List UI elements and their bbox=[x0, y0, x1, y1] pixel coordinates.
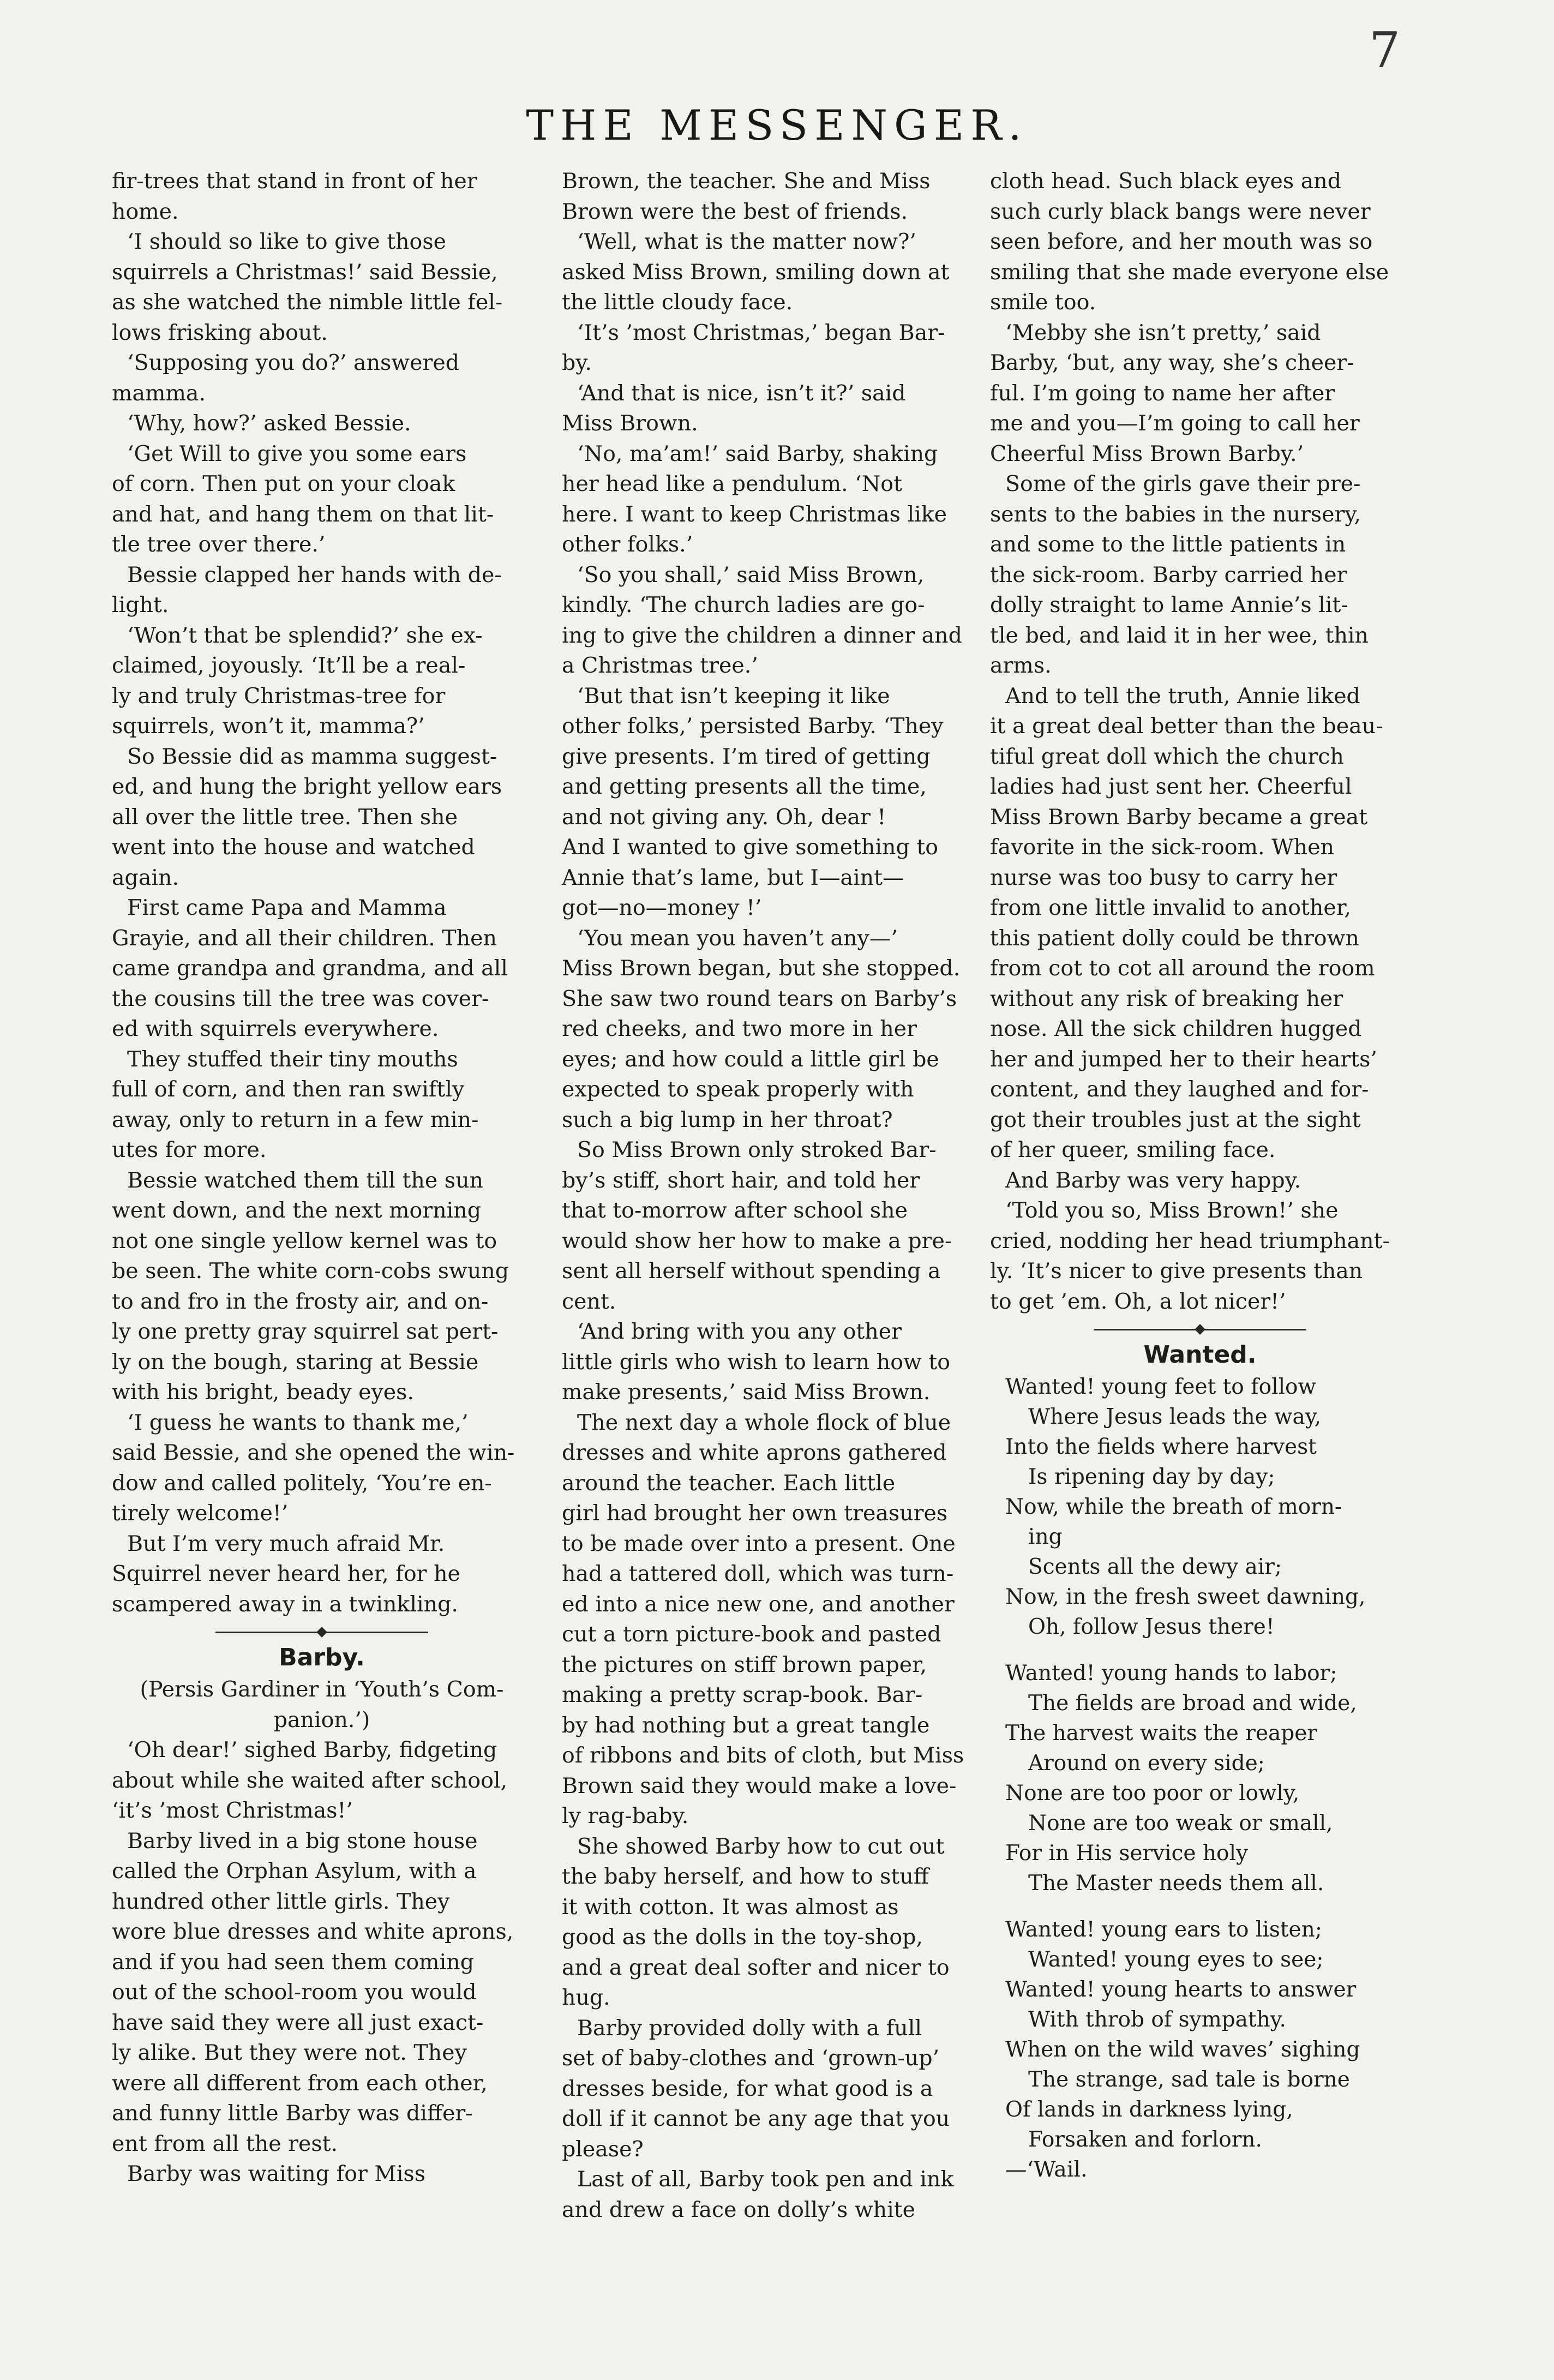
text-line: her and jumped her to their hearts’ bbox=[990, 1046, 1377, 1072]
text-line: Squirrel never heard her, for he bbox=[112, 1561, 460, 1586]
text-line: girl had brought her own treasures bbox=[562, 1501, 948, 1526]
text-line: Wanted! young hands to labor; bbox=[1005, 1661, 1337, 1686]
text-line: Scents all the dewy air; bbox=[1028, 1555, 1282, 1579]
text-line: ‘It’s ’most Christmas,’ began Bar- bbox=[577, 320, 945, 345]
text-line: got—no—money !’ bbox=[562, 895, 762, 920]
text-line: Brown, the teacher. She and Miss bbox=[562, 169, 931, 194]
text-line: favorite in the sick-room. When bbox=[990, 835, 1334, 860]
text-line: ly rag-baby. bbox=[562, 1803, 689, 1829]
text-line: the sick-room. Barby carried her bbox=[990, 562, 1347, 587]
text-line: and hat, and hang them on that lit- bbox=[112, 501, 494, 527]
barby-story-end bbox=[990, 166, 1410, 1317]
text-line: ‘Why, how?’ asked Bessie. bbox=[127, 411, 411, 436]
text-line: hundred other little girls. They bbox=[112, 1889, 450, 1914]
text-line: cut a torn picture-book and pasted bbox=[562, 1622, 941, 1647]
text-line: Wanted! young ears to listen; bbox=[1005, 1917, 1322, 1942]
text-line: to be made over into a present. One bbox=[562, 1531, 956, 1556]
text-line: the baby herself, and how to stuff bbox=[562, 1864, 929, 1889]
text-line: Annie that’s lame, but I—aint— bbox=[562, 865, 904, 890]
text-line: set of baby-clothes and ‘grown-up’ bbox=[562, 2046, 940, 2071]
text-line: all over the little tree. Then she bbox=[112, 804, 458, 830]
text-line: ly and truly Christmas-tree for bbox=[112, 683, 446, 709]
barby-title: Barby. bbox=[279, 1644, 365, 1671]
text-line: went down, and the next morning bbox=[112, 1198, 481, 1223]
text-line: making a pretty scrap-book. Bar- bbox=[562, 1682, 923, 1707]
text-line: And Barby was very happy. bbox=[1005, 1167, 1301, 1193]
text-line: by had nothing but a great tangle bbox=[562, 1712, 930, 1738]
text-line: by. bbox=[562, 350, 592, 375]
text-line: cried, nodding her head triumphant- bbox=[990, 1228, 1390, 1254]
text-line: would show her how to make a pre- bbox=[562, 1228, 952, 1254]
text-line: home. bbox=[112, 199, 179, 224]
text-line: But I’m very much afraid Mr. bbox=[127, 1531, 445, 1556]
text-line: Of lands in darkness lying, bbox=[1005, 2097, 1293, 2122]
text-line: ‘Get Will to give you some ears bbox=[127, 441, 467, 466]
text-line: With throb of sympathy. bbox=[1028, 2007, 1286, 2032]
text-line: the pictures on stiff brown paper, bbox=[562, 1652, 927, 1677]
text-line: Barby provided dolly with a full bbox=[577, 2015, 922, 2041]
text-line: arms. bbox=[990, 653, 1052, 678]
text-line: ful. I’m going to name her after bbox=[990, 380, 1335, 406]
text-line: ‘Mebby she isn’t pretty,’ said bbox=[1005, 320, 1321, 345]
text-line: tle bed, and laid it in her wee, thin bbox=[990, 622, 1369, 648]
text-line: it with cotton. It was almost as bbox=[562, 1894, 899, 1920]
text-line: She saw two round tears on Barby’s bbox=[562, 986, 957, 1011]
text-line: away, only to return in a few min- bbox=[112, 1107, 479, 1132]
text-line: ‘And that is nice, isn’t it?’ said bbox=[577, 380, 906, 406]
text-line: had a tattered doll, which was turn- bbox=[562, 1561, 954, 1586]
text-line: this patient dolly could be thrown bbox=[990, 925, 1359, 951]
text-line: Oh, follow Jesus there! bbox=[1028, 1615, 1275, 1639]
text-line: ly on the bough, staring at Bessie bbox=[112, 1349, 479, 1375]
text-line: to and fro in the frosty air, and on- bbox=[112, 1288, 489, 1314]
text-line: sent all herself without spending a bbox=[562, 1258, 941, 1284]
text-line: mamma. bbox=[112, 380, 206, 406]
text-line: claimed, joyously. ‘It’ll be a real- bbox=[112, 653, 466, 678]
text-line: The harvest waits the reaper bbox=[1005, 1721, 1317, 1746]
text-line: fir-trees that stand in front of her bbox=[112, 169, 477, 194]
text-line: squirrels a Christmas!’ said Bessie, bbox=[112, 259, 498, 285]
text-line: doll if it cannot be any age that you bbox=[562, 2106, 950, 2131]
text-line: ‘Supposing you do?’ answered bbox=[127, 350, 460, 375]
text-line: Wanted! young hearts to answer bbox=[1005, 1977, 1357, 2002]
text-line: Grayie, and all their children. Then bbox=[112, 925, 497, 951]
text-line: not one single yellow kernel was to bbox=[112, 1228, 497, 1254]
text-line: around the teacher. Each little bbox=[562, 1470, 896, 1496]
text-line: nose. All the sick children hugged bbox=[990, 1016, 1362, 1041]
text-line: The fields are broad and wide, bbox=[1028, 1691, 1357, 1716]
poem-stanza bbox=[990, 1372, 1410, 1642]
text-line: kindly. ‘The church ladies are go- bbox=[562, 592, 925, 618]
text-line: And I wanted to give something to bbox=[562, 835, 938, 860]
text-line: Some of the girls gave their pre- bbox=[1005, 471, 1361, 496]
masthead bbox=[0, 101, 1554, 149]
text-line: Forsaken and forlorn. bbox=[1028, 2127, 1262, 2152]
text-line: dow and called politely, ‘You’re en- bbox=[112, 1470, 492, 1496]
text-line: Is ripening day by day; bbox=[1028, 1465, 1275, 1489]
text-line: Miss Brown. bbox=[562, 411, 698, 436]
barby-story-continued bbox=[562, 166, 982, 2225]
section-divider bbox=[215, 1632, 428, 1633]
text-line: And to tell the truth, Annie liked bbox=[1005, 683, 1360, 709]
text-line: eyes; and how could a little girl be bbox=[562, 1046, 939, 1072]
text-line: sents to the babies in the nursery, bbox=[990, 501, 1361, 527]
text-line: asked Miss Brown, smiling down at bbox=[562, 259, 950, 285]
text-line: were all different from each other, bbox=[112, 2070, 488, 2096]
text-line: dresses beside, for what good is a bbox=[562, 2076, 933, 2101]
source-line: (Persis Gardiner in ‘Youth’s Com- bbox=[140, 1677, 504, 1702]
text-line: came grandpa and grandma, and all bbox=[112, 956, 508, 981]
text-line: She showed Barby how to cut out bbox=[577, 1833, 945, 1859]
text-line: seen before, and her mouth was so bbox=[990, 229, 1373, 254]
text-line: ent from all the rest. bbox=[112, 2131, 338, 2156]
text-line: ing to give the children a dinner and bbox=[562, 622, 962, 648]
text-line: Brown said they would make a love- bbox=[562, 1773, 957, 1799]
text-line: a Christmas tree.’ bbox=[562, 653, 758, 678]
text-line: the little cloudy face. bbox=[562, 290, 793, 315]
divider-ornament bbox=[1195, 1324, 1205, 1335]
masthead-title: THE MESSENGER. bbox=[526, 101, 1028, 149]
text-line: The next day a whole flock of blue bbox=[577, 1410, 951, 1435]
text-line: ‘Told you so, Miss Brown!’ she bbox=[1005, 1198, 1339, 1223]
text-line: ‘I guess he wants to thank me,’ bbox=[127, 1410, 469, 1435]
divider-ornament bbox=[316, 1627, 327, 1638]
text-line: dresses and white aprons gathered bbox=[562, 1440, 947, 1465]
text-line: ly alike. But they were not. They bbox=[112, 2040, 467, 2065]
text-line: Where Jesus leads the way, bbox=[1028, 1405, 1321, 1429]
text-line: The Master needs them all. bbox=[1028, 1871, 1324, 1896]
text-line: ing bbox=[1028, 1525, 1063, 1549]
text-line: scampered away in a twinkling. bbox=[112, 1591, 458, 1617]
text-line: Into the fields where harvest bbox=[1005, 1435, 1317, 1459]
text-line: Around on every side; bbox=[1028, 1751, 1265, 1776]
wanted-title: Wanted. bbox=[1143, 1341, 1257, 1369]
stanza-gap bbox=[990, 1898, 1410, 1915]
poem-tail: —‘Wail. bbox=[1005, 2157, 1088, 2182]
text-line: went into the house and watched bbox=[112, 835, 475, 860]
text-line: expected to speak properly with bbox=[562, 1077, 914, 1102]
text-line: and not giving any. Oh, dear ! bbox=[562, 804, 886, 830]
text-line: ‘Well, what is the matter now?’ bbox=[577, 229, 916, 254]
text-line: tiful great doll which the church bbox=[990, 744, 1344, 769]
text-line: Miss Brown began, but she stopped. bbox=[562, 956, 961, 981]
text-line: from cot to cot all around the room bbox=[990, 956, 1375, 981]
text-line: Now, while the breath of morn- bbox=[1005, 1495, 1342, 1519]
text-line: and some to the little patients in bbox=[990, 532, 1346, 557]
text-line: as she watched the nimble little fel- bbox=[112, 290, 503, 315]
text-line: again. bbox=[112, 865, 179, 890]
bessie-story-body bbox=[112, 166, 532, 1620]
text-line: Bessie clapped her hands with de- bbox=[127, 562, 502, 587]
text-line: such curly black bangs were never bbox=[990, 199, 1371, 224]
text-line: other folks.’ bbox=[562, 532, 693, 557]
text-line: They stuffed their tiny mouths bbox=[127, 1046, 458, 1072]
barby-story-body bbox=[112, 1735, 532, 2190]
text-line: without any risk of breaking her bbox=[990, 986, 1343, 1011]
text-line: smiling that she made everyone else bbox=[990, 259, 1389, 285]
text-line: Last of all, Barby took pen and ink bbox=[577, 2167, 954, 2192]
poem-stanza bbox=[990, 1658, 1410, 1898]
text-line: that to-morrow after school she bbox=[562, 1198, 908, 1223]
text-line: ‘it’s ’most Christmas!’ bbox=[112, 1798, 353, 1823]
text-line: about while she waited after school, bbox=[112, 1767, 508, 1793]
text-line: First came Papa and Mamma bbox=[127, 895, 447, 920]
text-line: hug. bbox=[562, 1985, 610, 2010]
text-line: said Bessie, and she opened the win- bbox=[112, 1440, 515, 1465]
stanza-gap bbox=[990, 1642, 1410, 1658]
text-line: other folks,’ persisted Barby. ‘They bbox=[562, 714, 944, 739]
text-line: lows frisking about. bbox=[112, 320, 328, 345]
text-line: ‘No, ma’am!’ said Barby, shaking bbox=[577, 441, 938, 466]
text-line: and funny little Barby was differ- bbox=[112, 2101, 473, 2126]
text-line: When on the wild waves’ sighing bbox=[1005, 2037, 1360, 2062]
text-line: Cheerful Miss Brown Barby.’ bbox=[990, 441, 1304, 466]
text-line: to get ’em. Oh, a lot nicer!’ bbox=[990, 1288, 1286, 1314]
column-3 bbox=[990, 166, 1410, 2185]
text-line: content, and they laughed and for- bbox=[990, 1077, 1369, 1102]
text-line: full of corn, and then ran swiftly bbox=[112, 1077, 465, 1102]
text-line: Brown were the best of friends. bbox=[562, 199, 908, 224]
text-line: nurse was too busy to carry her bbox=[990, 865, 1337, 890]
poem-stanza bbox=[990, 1915, 1410, 2155]
text-line: her head like a pendulum. ‘Not bbox=[562, 471, 902, 496]
text-line: please? bbox=[562, 2136, 644, 2162]
text-line: Barby, ‘but, any way, she’s cheer- bbox=[990, 350, 1354, 375]
text-line: from one little invalid to another, bbox=[990, 895, 1351, 920]
text-line: ‘And bring with you any other bbox=[577, 1319, 902, 1344]
text-line: wore blue dresses and white aprons, bbox=[112, 1919, 514, 1944]
text-line: of corn. Then put on your cloak bbox=[112, 471, 455, 496]
text-line: called the Orphan Asylum, with a bbox=[112, 1859, 477, 1884]
text-line: out of the school-room you would bbox=[112, 1980, 477, 2005]
text-line: So Bessie did as mamma suggest- bbox=[127, 744, 497, 769]
text-line: Miss Brown Barby became a great bbox=[990, 804, 1368, 830]
text-line: So Miss Brown only stroked Bar- bbox=[577, 1137, 937, 1162]
text-line: and getting presents all the time, bbox=[562, 774, 927, 799]
text-line: and a great deal softer and nicer to bbox=[562, 1955, 950, 1980]
section-divider bbox=[1094, 1329, 1306, 1330]
text-line: cent. bbox=[562, 1288, 616, 1314]
text-line: smile too. bbox=[990, 290, 1096, 315]
text-line: red cheeks, and two more in her bbox=[562, 1016, 917, 1041]
text-line: Barby was waiting for Miss bbox=[127, 2161, 426, 2186]
text-line: Bessie watched them till the sun bbox=[127, 1167, 483, 1193]
text-line: ‘Won’t that be splendid?’ she ex- bbox=[127, 622, 483, 648]
text-line: good as the dolls in the toy-shop, bbox=[562, 1925, 923, 1950]
text-line: me and you—I’m going to call her bbox=[990, 411, 1360, 436]
text-line: utes for more. bbox=[112, 1137, 267, 1162]
text-line: tle tree over there.’ bbox=[112, 532, 326, 557]
text-line: Now, in the fresh sweet dawning, bbox=[1005, 1585, 1366, 1609]
text-line: give presents. I’m tired of getting bbox=[562, 744, 931, 769]
text-line: tirely welcome!’ bbox=[112, 1501, 289, 1526]
source-line: panion.’) bbox=[273, 1707, 370, 1732]
text-line: The strange, sad tale is borne bbox=[1028, 2067, 1350, 2092]
text-line: For in His service holy bbox=[1005, 1841, 1248, 1866]
text-line: ly one pretty gray squirrel sat pert- bbox=[112, 1319, 499, 1344]
text-line: dolly straight to lame Annie’s lit- bbox=[990, 592, 1348, 618]
text-line: Wanted! young eyes to see; bbox=[1028, 1947, 1324, 1972]
text-line: by’s stiff, short hair, and told her bbox=[562, 1167, 920, 1193]
text-line: ‘Oh dear!’ sighed Barby, fidgeting bbox=[127, 1737, 497, 1762]
barby-source bbox=[112, 1675, 532, 1735]
text-line: have said they were all just exact- bbox=[112, 2010, 484, 2035]
column-1 bbox=[112, 166, 532, 2190]
text-line: cloth head. Such black eyes and bbox=[990, 169, 1342, 194]
wanted-poem bbox=[990, 1372, 1410, 2155]
text-line: light. bbox=[112, 592, 169, 618]
text-line: ‘I should so like to give those bbox=[127, 229, 446, 254]
text-line: the cousins till the tree was cover- bbox=[112, 986, 489, 1011]
text-line: ‘So you shall,’ said Miss Brown, bbox=[577, 562, 925, 587]
text-line: None are too weak or small, bbox=[1028, 1811, 1333, 1836]
text-line: ladies had just sent her. Cheerful bbox=[990, 774, 1352, 799]
text-line: with his bright, beady eyes. bbox=[112, 1380, 414, 1405]
text-line: of ribbons and bits of cloth, but Miss bbox=[562, 1743, 964, 1768]
text-line: ed into a nice new one, and another bbox=[562, 1591, 955, 1617]
text-line: ed with squirrels everywhere. bbox=[112, 1016, 439, 1041]
page-number: 7 bbox=[1369, 22, 1401, 79]
text-line: None are too poor or lowly, bbox=[1005, 1781, 1300, 1806]
text-line: it a great deal better than the beau- bbox=[990, 714, 1383, 739]
text-line: ‘You mean you haven’t any—’ bbox=[577, 925, 898, 951]
column-2 bbox=[562, 166, 982, 2225]
text-line: ed, and hung the bright yellow ears bbox=[112, 774, 502, 799]
text-line: be seen. The white corn-cobs swung bbox=[112, 1258, 509, 1284]
text-line: here. I want to keep Christmas like bbox=[562, 501, 947, 527]
text-line: Barby lived in a big stone house bbox=[127, 1828, 478, 1854]
text-line: and drew a face on dolly’s white bbox=[562, 2197, 916, 2222]
text-line: of her queer, smiling face. bbox=[990, 1137, 1276, 1162]
text-line: squirrels, won’t it, mamma?’ bbox=[112, 714, 425, 739]
text-line: make presents,’ said Miss Brown. bbox=[562, 1380, 931, 1405]
text-line: little girls who wish to learn how to bbox=[562, 1349, 951, 1375]
text-line: ly. ‘It’s nicer to give presents than bbox=[990, 1258, 1363, 1284]
text-line: got their troubles just at the sight bbox=[990, 1107, 1361, 1132]
text-line: Wanted! young feet to follow bbox=[1005, 1375, 1316, 1399]
text-line: ‘But that isn’t keeping it like bbox=[577, 683, 890, 709]
text-line: such a big lump in her throat? bbox=[562, 1107, 893, 1132]
text-line: and if you had seen them coming bbox=[112, 1949, 474, 1975]
